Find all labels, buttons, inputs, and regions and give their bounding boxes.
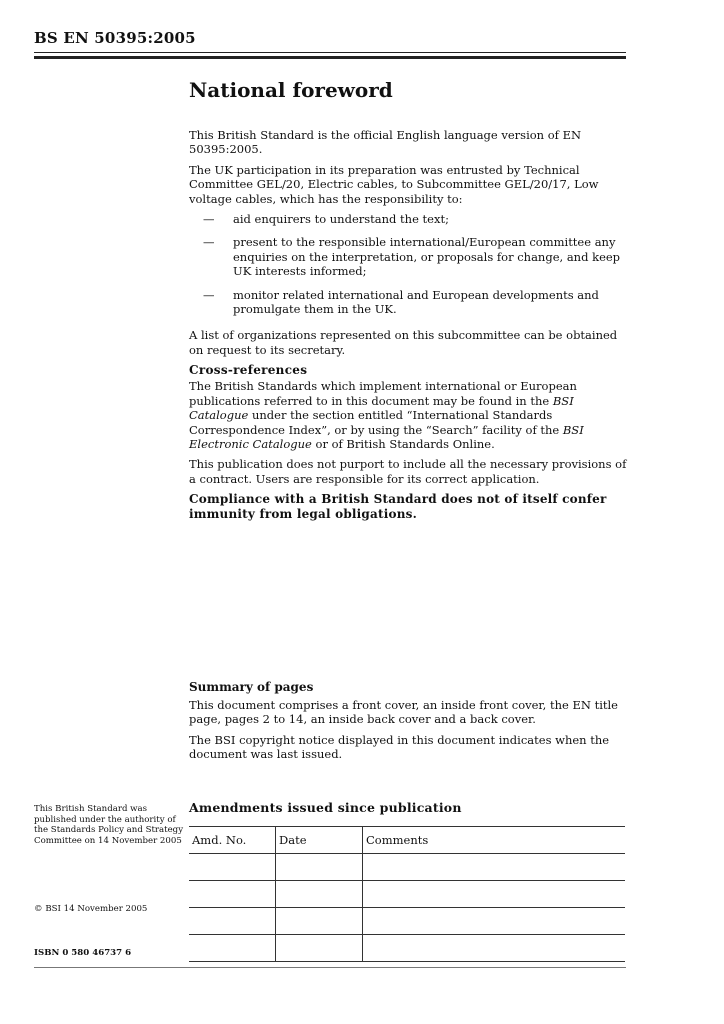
table-cell [363,935,626,962]
table-row [189,881,625,908]
amendments-table [189,826,625,962]
header-rule-thick [34,56,626,59]
table-cell [189,935,276,962]
table-row [189,908,625,935]
list-item-text: aid enquirers to understand the text; [233,212,449,227]
isbn: ISBN 0 580 46737 6 [34,948,132,958]
table-cell [363,881,626,908]
column-header-comments: Comments [363,827,626,854]
bsi-electronic-catalogue-title: BSI Electronic Catalogue [189,422,584,451]
table-cell [276,881,363,908]
crossref-text: under the section entitled “International Standards Correspondence Index”, or by using the “Search” facility of the [189,408,563,437]
table-cell [276,854,363,881]
footer-rule [34,967,626,968]
compliance-notice: Compliance with a British Standard does not of itself confer immunity from legal obligations. [189,492,607,521]
copyright-notice-paragraph: The BSI copyright notice displayed in this document indicates when the document was last issued. [189,732,610,762]
subcommittee-paragraph: A list of organizations represented on this subcommittee can be obtained on request to its secretary. [189,328,618,357]
document-id: BS EN 50395:2005 [34,29,196,47]
intro-paragraph: This British Standard is the official English language version of EN 50395:2005. [189,128,582,157]
dash-marker: — [203,235,215,250]
responsibility-list [189,212,627,316]
table-row [189,935,625,962]
list-item [189,288,627,317]
dash-marker: — [203,287,215,302]
table-row [189,854,625,881]
table-cell [363,854,626,881]
crossref-text: The British Standards which implement international or European publications referred to in this document may be found in the [189,379,577,408]
column-header-date: Date [276,827,363,854]
table-cell [189,854,276,881]
national-foreword-section [189,78,627,527]
dash-marker: — [203,212,215,227]
cross-references-heading: Cross-references [189,363,308,378]
summary-heading: Summary of pages [189,680,314,694]
page-title: National foreword [189,78,393,102]
table-header-row [189,827,625,854]
participation-paragraph: The UK participation in its preparation was entrusted by Technical Committee GEL/20, Electric cables, to Subcommittee GEL/20/17, Low voltage cables, which has the responsibility to: [189,162,599,206]
provisions-paragraph: This publication does not purport to include all the necessary provisions of a contract. Users are responsible for its correct application. [189,457,627,486]
bsi-catalogue-title: BSI Catalogue [189,393,574,423]
table-cell [363,908,626,935]
copyright-line: © BSI 14 November 2005 [34,904,148,914]
list-item-text: present to the responsible international/European committee any enquiries on the interpretation, or proposals for change, and keep UK interests informed; [233,235,621,279]
amendments-title: Amendments issued since publication [189,800,462,815]
publication-note: This British Standard was published under the authority of the Standards Policy and Strategy Committee on 14 November 2005 [34,804,184,846]
table-cell [189,908,276,935]
summary-of-pages-section [189,680,627,768]
list-item [189,212,627,226]
summary-paragraph: This document comprises a front cover, an inside front cover, the EN title page, pages 2 to 14, an inside back cover and a back cover. [189,698,618,727]
table-cell [189,881,276,908]
list-item [189,235,627,278]
table-cell [276,908,363,935]
table-cell [276,935,363,962]
header-rule-thin [34,52,626,53]
crossref-text: or of British Standards Online. [311,436,495,451]
list-item-text: monitor related international and European developments and promulgate them in the UK. [233,287,599,317]
cross-references-paragraph [189,379,627,451]
column-header-amd-no: Amd. No. [189,827,276,854]
